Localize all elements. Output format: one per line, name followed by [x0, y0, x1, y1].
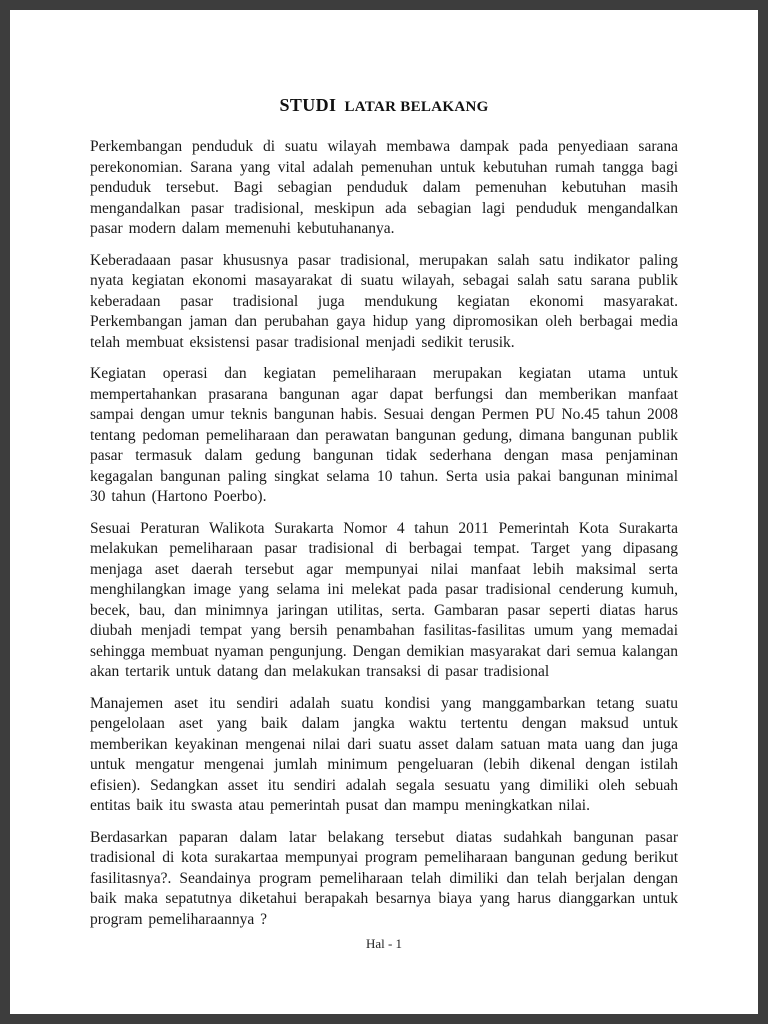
- title-main-text: STUDI: [279, 95, 337, 115]
- title-sub-text: LATAR BELAKANG: [344, 99, 489, 115]
- paragraph-5: Manajemen aset itu sendiri adalah suatu kondisi yang manggambarkan tetang suatu pengelolaan aset yang baik dalam jangka waktu tertentu dengan maksud untuk memberikan keyakinan mengenai nilai dari suatu asset dalam satuan mata uang dan juga untuk mengatur mengenai jumlah minimum pengeluaran (lebih dikenal dengan istilah efisien). Sedangkan asset itu sendiri adalah segala sesuatu yang dimiliki oleh sebuah entitas baik itu swasta atau pemerintah pusat dan mampu meningkatkan nilai.: [90, 694, 678, 814]
- paragraph-4: Sesuai Peraturan Walikota Surakarta Nomor 4 tahun 2011 Pemerintah Kota Surakarta melakukan pemeliharaan pasar tradisional di berbagai tempat. Target yang dipasang menjaga aset daerah tersebut agar mempunyai nilai manfaat lebih maksimal serta menghilangkan image yang selama ini melekat pada pasar tradisional cenderung kumuh, becek, bau, dan minimnya jaringan utilitas, serta. Gambaran pasar seperti diatas harus diubah menjadi tempat yang bersih penambahan fasilitas-fasilitas umum yang memadai sehingga membuat nyaman pengunjung. Dengan demikian masyarakat dari semua kalangan akan tertarik untuk datang dan melakukan transaksi di pasar tradisional: [90, 519, 678, 680]
- paragraph-3: Kegiatan operasi dan kegiatan pemeliharaan merupakan kegiatan utama untuk mempertahankan prasarana bangunan agar dapat berfungsi dan memberikan manfaat sampai dengan umur teknis bangunan habis. Sesuai dengan Permen PU No.45 tahun 2008 tentang pedoman pemeliharaan dan perawatan bangunan gedung, dimana bangunan publik pasar termasuk dalam gedung bangunan tidak sederhana dengan masa penjaminan kegagalan bangunan paling singkat selama 10 tahun. Serta usia pakai bangunan minimal 30 tahun (Hartono Poerbo).: [90, 365, 678, 505]
- document-title: [90, 82, 678, 119]
- paragraph-6: Berdasarkan paparan dalam latar belakang tersebut diatas sudahkah bangunan pasar tradisional di kota surakartaa mempunyai program pemeliharaan bangunan gedung berikut fasilitasnya?. Seandainya program pemeliharaan telah dimiliki dan telah berjalan dengan baik maka sepatutnya diketahui berapakah besarnya biaya yang harus dianggarkan untuk program pemeliharaannya ?: [90, 828, 678, 928]
- document-page: [10, 10, 758, 1014]
- document-body: [90, 137, 678, 930]
- paragraph-2: Keberadaaan pasar khususnya pasar tradisional, merupakan salah satu indikator paling nyata kegiatan ekonomi masayarakat di suatu wilayah, sebagai salah satu sarana publik keberadaan pasar tradisional juga mendukung kegiatan ekonomi masyarakat. Perkembangan jaman dan perubahan gaya hidup yang dipromosikan oleh berbagai media telah membuat eksistensi pasar tradisional menjadi sedikit terusik.: [90, 251, 678, 351]
- paragraph-1: Perkembangan penduduk di suatu wilayah membawa dampak pada penyediaan sarana perekonomian. Sarana yang vital adalah pemenuhan untuk kebutuhan rumah tangga bagi penduduk tersebut. Bagi sebagian penduduk dalam pemenuhan kebutuhan masih mengandalkan pasar tradisional, meskipun ada sebagian lagi penduduk mengandalkan pasar modern dalam memenuhi kebutuhananya.: [90, 138, 678, 237]
- page-number: Hal - 1: [365, 936, 403, 951]
